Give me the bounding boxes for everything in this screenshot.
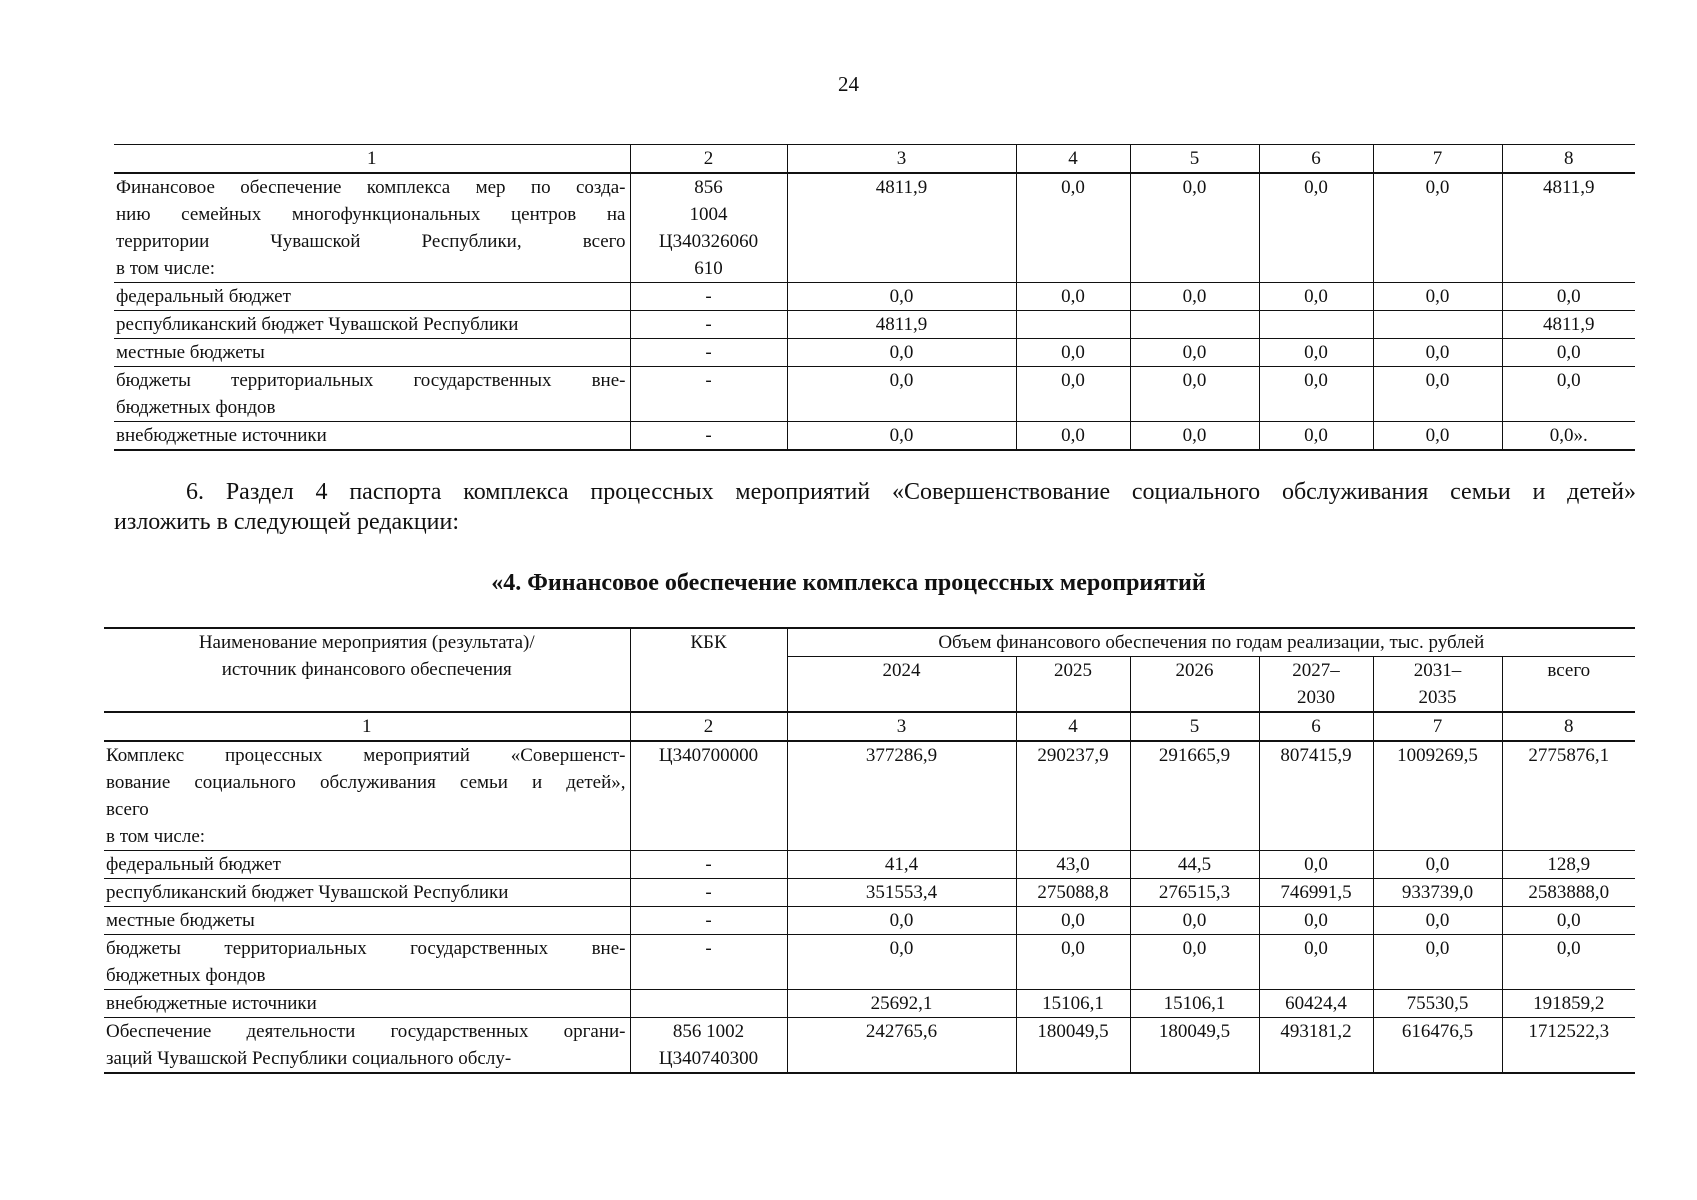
table-row [104,1018,1635,1074]
column-number: 1 [104,712,630,741]
value-cell: 180049,5 [1130,1018,1259,1074]
header-kbk: КБК [630,628,787,712]
table-header-row [104,628,1635,657]
row-name [114,367,630,422]
value-cell [1373,311,1502,339]
column-number-row [104,712,1635,741]
value-cell: 0,0 [1016,935,1130,990]
header-name [104,628,630,712]
value-cell: 377286,9 [787,741,1016,851]
value-cell: 0,0 [1259,851,1373,879]
column-number: 5 [1130,145,1259,174]
row-name [104,1018,630,1074]
year-line: 2024 [882,660,921,681]
column-number: 6 [1259,712,1373,741]
header-volume: Объем финансового обеспечения по годам реализации, тыс. рублей [787,628,1635,657]
value-cell: 15106,1 [1016,990,1130,1018]
row-name [104,990,630,1018]
table-row [104,879,1635,907]
value-cell: 0,0 [1016,907,1130,935]
column-number: 1 [114,145,630,174]
value-cell: 4811,9 [1502,173,1635,283]
row-name-line: в том числе: [116,258,216,279]
value-cell: 290237,9 [1016,741,1130,851]
kbk-line: - [705,910,712,931]
row-name [104,907,630,935]
row-kbk [630,283,787,311]
value-cell: 0,0 [1259,283,1373,311]
value-cell: 0,0 [1259,173,1373,283]
row-name-line: бюджетных фондов [116,397,276,418]
row-kbk [630,741,787,851]
value-cell: 0,0 [1259,422,1373,451]
value-cell: 15106,1 [1130,990,1259,1018]
row-name-line: Комплекс процессных мероприятий «Совершенст- [106,745,626,766]
row-name-line: Финансовое обеспечение комплекса мер по созда- [116,177,626,198]
value-cell: 4811,9 [1502,311,1635,339]
kbk-line: - [705,938,712,959]
column-number: 2 [630,712,787,741]
kbk-line: 856 1002 [672,1021,745,1042]
row-name [104,879,630,907]
value-cell: 0,0 [1502,339,1635,367]
header-year [1130,657,1259,713]
column-number: 7 [1373,712,1502,741]
table-row [104,907,1635,935]
value-cell: 0,0 [787,339,1016,367]
value-cell: 0,0 [1016,283,1130,311]
value-cell: 25692,1 [787,990,1016,1018]
value-cell: 0,0 [1130,283,1259,311]
kbk-line: Ц340740300 [658,1048,759,1069]
year-line: 2030 [1297,687,1335,708]
value-cell: 493181,2 [1259,1018,1373,1074]
header-year [1016,657,1130,713]
value-cell: 0,0 [787,935,1016,990]
row-name-line: республиканский бюджет Чувашской Республики [106,882,509,903]
value-cell: 0,0 [1373,422,1502,451]
value-cell: 0,0 [787,907,1016,935]
value-cell: 291665,9 [1130,741,1259,851]
row-kbk [630,1018,787,1074]
row-name-line: внебюджетные источники [106,993,317,1014]
kbk-line: 1004 [689,204,728,225]
row-name-line: федеральный бюджет [106,854,281,875]
column-number: 7 [1373,145,1502,174]
value-cell: 4811,9 [787,173,1016,283]
kbk-line: - [705,370,712,391]
row-name [114,173,630,283]
value-cell: 0,0 [1373,339,1502,367]
value-cell: 41,4 [787,851,1016,879]
column-number: 3 [787,712,1016,741]
table-row [114,367,1635,422]
kbk-line: Ц340326060 [658,231,759,252]
value-cell: 180049,5 [1016,1018,1130,1074]
header-year [1502,657,1635,713]
row-name-line: местные бюджеты [106,910,255,931]
value-cell: 0,0». [1502,422,1635,451]
row-kbk [630,990,787,1018]
value-cell: 0,0 [1502,907,1635,935]
header-year [787,657,1016,713]
year-line: всего [1547,660,1591,681]
kbk-line: - [705,425,712,446]
value-cell: 276515,3 [1130,879,1259,907]
header-name-line: источник финансового обеспечения [221,659,512,680]
row-name [114,339,630,367]
row-kbk [630,311,787,339]
row-name [104,851,630,879]
column-number: 8 [1502,145,1635,174]
table-row [114,311,1635,339]
value-cell: 1009269,5 [1373,741,1502,851]
value-cell: 128,9 [1502,851,1635,879]
row-name-line: вование социального обслуживания семьи и детей», [106,772,626,793]
value-cell: 0,0 [1130,367,1259,422]
kbk-line: Ц340700000 [658,745,759,766]
value-cell: 351553,4 [787,879,1016,907]
value-cell: 1712522,3 [1502,1018,1635,1074]
row-name-line: нию семейных многофункциональных центров на [116,204,626,225]
paragraph-line: 6. Раздел 4 паспорта комплекса процессных мероприятий «Совершенствование социального обслуживания семьи и детей» [186,479,1636,505]
row-name-line: заций Чувашской Республики социального обслу- [106,1048,512,1069]
table-row [114,422,1635,451]
value-cell: 0,0 [1259,367,1373,422]
value-cell: 0,0 [1373,283,1502,311]
value-cell: 4811,9 [787,311,1016,339]
value-cell: 746991,5 [1259,879,1373,907]
value-cell: 0,0 [1130,422,1259,451]
value-cell: 0,0 [1259,935,1373,990]
value-cell [1016,311,1130,339]
column-number: 8 [1502,712,1635,741]
table-row [104,990,1635,1018]
column-number: 6 [1259,145,1373,174]
value-cell: 0,0 [1130,339,1259,367]
row-name-line: всего [106,799,149,820]
value-cell: 0,0 [1373,851,1502,879]
funding-table-continued [114,144,1635,451]
value-cell: 0,0 [1259,339,1373,367]
value-cell: 2583888,0 [1502,879,1635,907]
row-name-line: бюджеты территориальных государственных вне- [116,370,626,391]
header-year [1259,657,1373,713]
value-cell: 43,0 [1016,851,1130,879]
year-line: 2027– [1292,660,1340,681]
value-cell: 0,0 [787,283,1016,311]
table-row [104,851,1635,879]
value-cell: 807415,9 [1259,741,1373,851]
value-cell: 44,5 [1130,851,1259,879]
value-cell: 933739,0 [1373,879,1502,907]
row-name-line: Обеспечение деятельности государственных органи- [106,1021,626,1042]
row-kbk [630,173,787,283]
value-cell: 0,0 [1502,283,1635,311]
row-name-line: бюджеты территориальных государственных вне- [106,938,626,959]
table-row [114,283,1635,311]
row-name-line: федеральный бюджет [116,286,291,307]
value-cell [1130,311,1259,339]
value-cell: 0,0 [1130,907,1259,935]
row-kbk [630,851,787,879]
table-row [104,741,1635,851]
value-cell [1259,311,1373,339]
amendment-paragraph [114,477,1636,537]
year-line: 2026 [1175,660,1214,681]
row-kbk [630,422,787,451]
row-kbk [630,879,787,907]
column-number: 5 [1130,712,1259,741]
value-cell: 0,0 [787,422,1016,451]
row-name [114,311,630,339]
value-cell: 616476,5 [1373,1018,1502,1074]
column-number: 3 [787,145,1016,174]
header-year [1373,657,1502,713]
year-line: 2035 [1418,687,1457,708]
column-number: 4 [1016,145,1130,174]
value-cell: 0,0 [1016,422,1130,451]
value-cell: 0,0 [1016,173,1130,283]
paragraph-line: изложить в следующей редакции: [114,509,460,535]
value-cell: 0,0 [787,367,1016,422]
row-name [114,422,630,451]
row-name-line: бюджетных фондов [106,965,266,986]
header-name-line: Наименование мероприятия (результата)/ [198,632,535,653]
kbk-line: - [705,854,712,875]
table-row [104,935,1635,990]
row-name-line: территории Чувашской Республики, всего [116,231,626,252]
kbk-line: - [705,314,712,335]
kbk-line: - [705,882,712,903]
row-kbk [630,907,787,935]
value-cell: 0,0 [1502,367,1635,422]
year-line: 2025 [1054,660,1092,681]
value-cell: 75530,5 [1373,990,1502,1018]
value-cell: 0,0 [1373,367,1502,422]
page-number: 24 [838,72,859,96]
column-number-row [114,145,1635,174]
row-kbk [630,367,787,422]
row-name-line: республиканский бюджет Чувашской Республики [116,314,519,335]
value-cell: 0,0 [1259,907,1373,935]
kbk-line: - [705,286,712,307]
value-cell: 0,0 [1130,173,1259,283]
value-cell: 242765,6 [787,1018,1016,1074]
row-kbk [630,935,787,990]
kbk-line: - [705,342,712,363]
value-cell: 2775876,1 [1502,741,1635,851]
kbk-line: 856 [694,177,723,198]
value-cell: 0,0 [1373,907,1502,935]
table-row [114,339,1635,367]
value-cell: 0,0 [1373,173,1502,283]
row-name [114,283,630,311]
row-name-line: внебюджетные источники [116,425,327,446]
row-name [104,741,630,851]
year-line: 2031– [1413,660,1462,681]
value-cell: 0,0 [1016,367,1130,422]
value-cell: 0,0 [1502,935,1635,990]
row-name [104,935,630,990]
column-number: 4 [1016,712,1130,741]
funding-table-section-4 [104,627,1635,1074]
value-cell: 0,0 [1130,935,1259,990]
row-kbk [630,339,787,367]
column-number: 2 [630,145,787,174]
section-title: «4. Финансовое обеспечение комплекса процессных мероприятий [491,570,1206,596]
kbk-line: 610 [694,258,723,279]
value-cell: 0,0 [1373,935,1502,990]
row-name-line: местные бюджеты [116,342,265,363]
value-cell: 60424,4 [1259,990,1373,1018]
table-row [114,173,1635,283]
value-cell: 275088,8 [1016,879,1130,907]
value-cell: 0,0 [1016,339,1130,367]
value-cell: 191859,2 [1502,990,1635,1018]
row-name-line: в том числе: [106,826,206,847]
